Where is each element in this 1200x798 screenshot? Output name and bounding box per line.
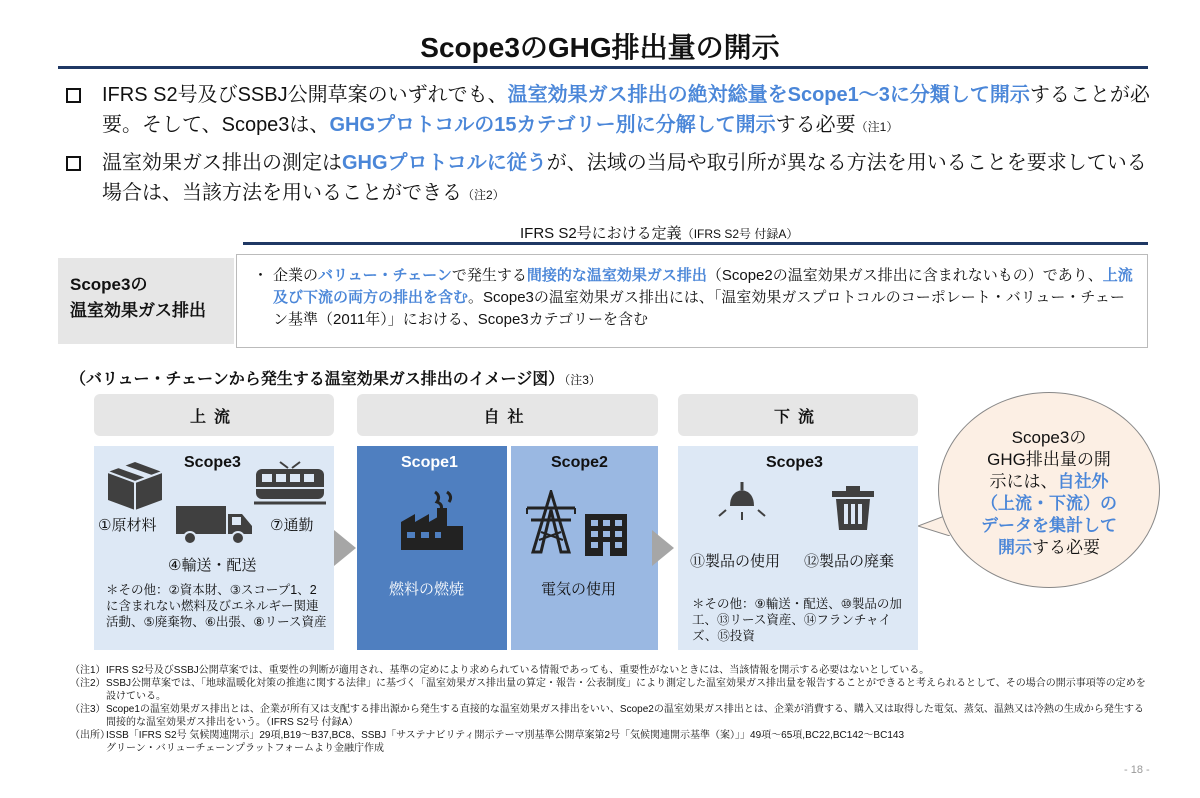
bullet-2-part-1: 温室効果ガス排出の測定は — [102, 152, 342, 174]
box-icon — [106, 460, 164, 512]
bullet-item-1 — [66, 80, 1156, 142]
bullet-1-highlight-2: GHGプロトコルの15カテゴリー別に分解して開示 — [329, 114, 776, 136]
page-number: - 18 - — [1124, 764, 1150, 776]
definition-highlight-value-chain: バリュー・チェーン — [318, 267, 452, 284]
scope2-label: Scope2 — [551, 454, 608, 471]
arrow-right-icon — [652, 530, 674, 566]
bullet-item-2 — [66, 148, 1156, 210]
bullet-1-part-3: する必要 — [775, 114, 856, 136]
footnote-1: （注1）IFRS S2号及びSSBJ公開草案では、重要性の判断が適用され、基準の定めにより求められている情報であっても、重要性がないときには、当該情報を開示する必要はないとしている。 — [70, 665, 930, 676]
upstream-others: ＊その他：②資本財、③スコープ1、2に含まれない燃料及びエネルギー関連活動、⑤廃棄物、⑥出張、⑧リース資産 — [106, 583, 327, 629]
definition-heading: IFRS S2号における定義（IFRS S2号 付録A） — [520, 225, 799, 242]
downstream-panel — [678, 446, 918, 650]
definition-highlight-up-down: 上流及び下流の両方の排出を含む — [273, 267, 1133, 306]
upstream-scope3-label: Scope3 — [184, 454, 241, 471]
company-header: 自社 — [357, 394, 658, 436]
factory-icon — [399, 490, 465, 552]
bullet-2-note: （注2） — [462, 188, 505, 202]
power-tower-icon — [521, 490, 581, 554]
product-disposal-label: ⑫製品の廃棄 — [804, 553, 895, 570]
lamp-icon — [714, 480, 770, 530]
bullet-list — [66, 80, 1156, 216]
commute-label: ⑦通勤 — [270, 517, 314, 534]
footnote-source: （出所）ISSB「IFRS S2号 気候関連開示」29項,B19～B37,BC8、SSBJ「サステナビリティ開示テーマ別基準公開草案第2号「気候関連開示基準（案）」」49項～65項,BC22,BC142～BC143 — [70, 730, 905, 741]
footnote-2: （注2）SSBJ公開草案では、「地球温暖化対策の推進に関する法律」に基づく「温室効果ガス排出量の算定・報告・公表制度」により測定した温室効果ガス排出量を報告することができると考えられるとして、その場合の開示事項等の定めを設けている。 — [70, 678, 1146, 702]
footnote-3: （注3）Scope1の温室効果ガス排出とは、企業が所有又は支配する排出源から発生する直接的な温室効果ガス排出をいい、Scope2の温室効果ガス排出とは、企業が消費する、購入又は取得した電気、蒸気、温熱又は冷熱の生成から発生する間接的な温室効果ガス排出をいう。（IFRS S2号 付録A） — [70, 704, 1144, 728]
building-icon — [583, 512, 629, 556]
definition-bullet: ・ — [253, 267, 269, 284]
upstream-header: 上流 — [94, 394, 334, 436]
scope1-label: Scope1 — [401, 454, 458, 471]
scope2-activity-label: 電気の使用 — [541, 581, 617, 598]
scope1-panel — [357, 446, 507, 650]
bullet-2-part-2: が、法域の当局や取引所が異なる方法を用いることを要求している場合は、当該方法を用いることができる — [102, 152, 1147, 204]
downstream-header: 下流 — [678, 394, 918, 436]
bullet-2-highlight-1: GHGプロトコルに従う — [342, 152, 547, 174]
downstream-scope3-label: Scope3 — [766, 454, 823, 471]
downstream-others: ＊その他：⑨輸送・配送、⑩製品の加工、⑬リース資産、⑭フランチャイズ、⑮投資 — [692, 597, 902, 643]
transport-label: ④輸送・配送 — [168, 557, 257, 574]
definition-heading-note: （IFRS S2号 付録A） — [681, 227, 799, 241]
scope1-activity-label: 燃料の燃焼 — [389, 581, 465, 598]
footnotes — [70, 664, 1150, 755]
bullet-1-highlight-1: 温室効果ガス排出の絶対総量をScope1～3に分類して開示 — [507, 84, 1030, 106]
checkbox-square-icon — [66, 88, 81, 103]
callout-bubble: Scope3の GHG排出量の開 示には、自社外 （上流・下流）の データを集計して 開示する必要 — [938, 392, 1160, 588]
bullet-1-part-1: IFRS S2号及びSSBJ公開草案のいずれでも、 — [102, 84, 508, 106]
truck-icon — [174, 504, 254, 546]
footnote-source-2: グリーン・バリューチェーンプラットフォームより金融庁作成 — [106, 743, 384, 754]
definition-box: ・ 企業のバリュー・チェーンで発生する間接的な温室効果ガス排出（Scope2の温室効果ガス排出に含まれないもの）であり、上流及び下流の両方の排出を含む。Scope3の温室効果ガス排出には、「温室効果ガスプロトコルのコーポレート・バリュー・チェーン基準（2011年）」における、Scope3カテゴリーを含む — [236, 254, 1148, 348]
definition-highlight-indirect: 間接的な温室効果ガス排出 — [526, 267, 707, 284]
bullet-1-part-2: することが必要。そして、Scope3は、 — [102, 84, 1150, 136]
train-icon — [254, 460, 326, 506]
upstream-panel — [94, 446, 334, 650]
diagram-heading: （バリュー・チェーンから発生する温室効果ガス排出のイメージ図）（注3） — [70, 371, 601, 388]
arrow-right-icon — [334, 530, 356, 566]
diagram-heading-note: （注3） — [564, 373, 601, 387]
checkbox-square-icon — [66, 156, 81, 171]
definition-divider — [243, 242, 1148, 245]
product-use-label: ⑪製品の使用 — [690, 553, 781, 570]
trash-can-icon — [830, 484, 876, 532]
scope2-panel — [511, 446, 658, 650]
raw-materials-label: ①原材料 — [98, 517, 157, 534]
page-title: Scope3のGHG排出量の開示 — [420, 32, 780, 63]
bullet-1-note: （注1） — [855, 120, 899, 134]
definition-label: Scope3の 温室効果ガス排出 — [58, 258, 234, 344]
title-divider — [58, 66, 1148, 69]
